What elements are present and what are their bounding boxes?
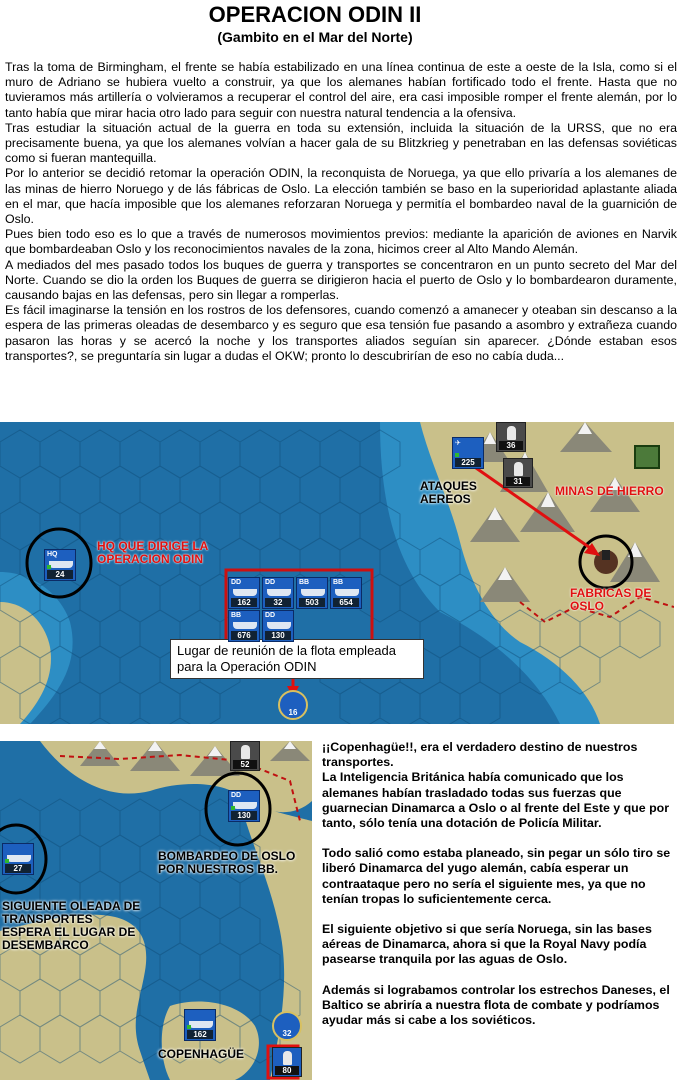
intro-paragraph: Pues bien todo eso es lo que a través de numerosos movimientos previos: mediante la aparición de aviones en Narvik que bombardeaban Oslo y los reconocimientos navales de la zona, hicimos creer al Alto Mando Alemán. [5,227,677,257]
fleet-unit[interactable]: DD 162 [228,577,260,609]
page-title: OPERACION ODIN II [208,2,422,27]
ship-icon [233,802,257,809]
mine-icon [635,446,659,468]
unit-strength: 162 [231,598,257,607]
unit-strength: 32 [282,1029,292,1038]
intro-paragraph: Tras la toma de Birmingham, el frente se había estabilizado en una línea continua de este a oeste de la Isla, como si el muro de Adriano se hubiera vuelto a construir, ya que los alemanes habían fortificado todo el frente. Hasta que no tuvieramos más artillería o volvieramos a recuperar el control del aire, era casi imposible romper el frente alemán, por lo tanto había que mirar hacia otro lado para seguir con nuestra natural tendencia a la ofensiva. [5,60,677,120]
story-paragraph: El siguiente objetivo si que sería Noruega, sin las bases aéreas de Dinamarca, ahora si que la Royal Navy podía pasearse tranquila por las aguas de Oslo. [322,922,652,967]
infantry-unit[interactable] [496,422,526,452]
label-factories: FABRICAS DE OSLO [570,586,652,613]
story-paragraph: Además si lograbamos controlar los estrechos Daneses, el Baltico se abriría a nuestra flota de combate y podríamos ayudar más si cabe a los soviéticos. [322,982,670,1028]
intro-paragraph: A mediados del mes pasado todos los buques de guerra y transportes se concentraron en un punto secreto del Mar del Norte. Cuando se dio la orden los Buques de guerra se dirigieron hacia el puerto de Oslo y lo bombardearon duramente, causando bajas en las defensas, pero sin llegar a romperlas. [5,257,677,303]
unit-strength: 503 [299,598,325,607]
fleet-unit[interactable]: DD 32 [262,577,294,609]
ship-icon [301,589,325,596]
label-copenhagen: COPENHAGÜE [158,1047,245,1061]
label-next-wave: SIGUIENTE OLEADA DE TRANSPORTES ESPERA EL LUGAR DE DESEMBARCO [2,899,141,952]
unit-strength: 32 [265,598,291,607]
page-subtitle: (Gambito en el Mar del Norte) [217,29,413,45]
ship-icon [267,622,291,629]
intro-text [5,60,677,364]
transport-unit[interactable] [2,843,34,875]
port-token[interactable] [278,690,308,720]
map-north-sea[interactable] [0,422,674,724]
soldier-icon [241,745,250,759]
plane-icon: ✈ [455,440,461,447]
soldier-icon [507,426,516,440]
label-hq: HQ QUE DIRIGE LA OPERACION ODIN [97,539,208,566]
unit-strength: 24 [47,570,73,579]
infantry-unit[interactable] [230,741,260,771]
unit-strength: 52 [233,760,257,769]
intro-paragraph: Es fácil imaginarse la tensión en los rostros de los defensores, cuando comenzó a amanecer y oteaban sin descanso a la espera de las primeras oleadas de desembarco y es seguro que esa tensión fue pasando a asombro y extrañeza cuando pasaron las horas y se acercó la noche y los transportes aliados seguían sin aparecer. ¿Dónde estaban esos transportes?, se preguntaría sin lugar a dudas el OKW; pronto lo descubrirían de eso no cabía duda... [5,303,677,363]
ship-icon [335,589,359,596]
soldier-icon [283,1051,292,1065]
label-bombardment: BOMBARDEO DE OSLO POR NUESTROS BB. [158,849,296,876]
copenhagen-infantry-unit[interactable] [272,1047,302,1077]
unit-strength: 130 [231,811,257,820]
ship-icon [189,1021,213,1028]
ship-icon [49,561,73,568]
ship-icon [233,622,257,629]
copenhagen-ship-unit[interactable] [184,1009,216,1041]
intro-paragraph: Por lo anterior se decidió retomar la operación ODIN, la reconquista de Noruega, ya que ello privaría a los alemanes de las minas de hierro Noruego y de lás fábricas de Oslo. La elección también se baso en la superioridad aplastante aliada en el mar, que hacía imposible que los alemanes reforzaran Noruega y permitía el bombardeo naval de la guarnición de Oslo. [5,166,677,227]
fleet-unit[interactable]: BB 676 [228,610,260,642]
unit-strength: 36 [499,441,523,450]
ship-icon [267,589,291,596]
intro-paragraph: Tras estudiar la situación actual de la guerra en toda su extensión, incluida la situación de la URSS, que no era precisamente buena, ya que los alemanes volvían a hacer gala de su Blitzkrieg y penetraban en las defensas soviéticas como si fueran mantequilla. [5,120,677,166]
ship-icon [7,855,31,862]
fleet-callout: Lugar de reunión de la flota empleada para la Operación ODIN [170,639,424,679]
infantry-unit[interactable] [503,458,533,488]
unit-strength: 80 [275,1066,299,1075]
air-unit[interactable] [452,437,484,469]
unit-strength: 676 [231,631,257,640]
label-air-attacks: ATAQUES AEREOS [420,479,477,506]
battleship-unit[interactable]: DD 130 [228,790,260,822]
map-denmark[interactable] [0,741,312,1080]
unit-strength: 27 [5,864,31,873]
unit-strength: 162 [187,1030,213,1039]
hq-flag-icon: HQ [47,551,58,558]
ship-icon [233,589,257,596]
label-mines: MINAS DE HIERRO [555,484,664,498]
fleet-unit[interactable]: DD 130 [262,610,294,642]
hq-ship-unit[interactable] [44,549,76,581]
copenhagen-token[interactable] [272,1011,302,1041]
unit-strength: 654 [333,598,359,607]
unit-strength: 225 [455,458,481,467]
soldier-icon [514,462,523,476]
fleet-unit[interactable]: BB 503 [296,577,328,609]
unit-strength: 16 [288,708,298,717]
unit-strength: 31 [506,477,530,486]
fleet-unit[interactable]: BB 654 [330,577,362,609]
story-text [322,740,678,1043]
story-paragraph: Todo salió como estaba planeado, sin pegar un sólo tiro se liberó Dinamarca del yugo alemán, cabía esperar un contraataque pero no sería el siguiente mes, ya que no tenían tropas lo suficientemente cerca. [322,846,671,906]
story-paragraph: ¡¡Copenhagüe!!, era el verdadero destino de nuestros transportes. La Inteligencia Británica había comunicado que los alemanes habían trasladado todas sus fuerzas que guarnecian Dinamarca a Oslo o al frente del Este y que por tanto, sólo tenía una dotación de Policía Militar. [322,740,670,831]
unit-strength: 130 [265,631,291,640]
